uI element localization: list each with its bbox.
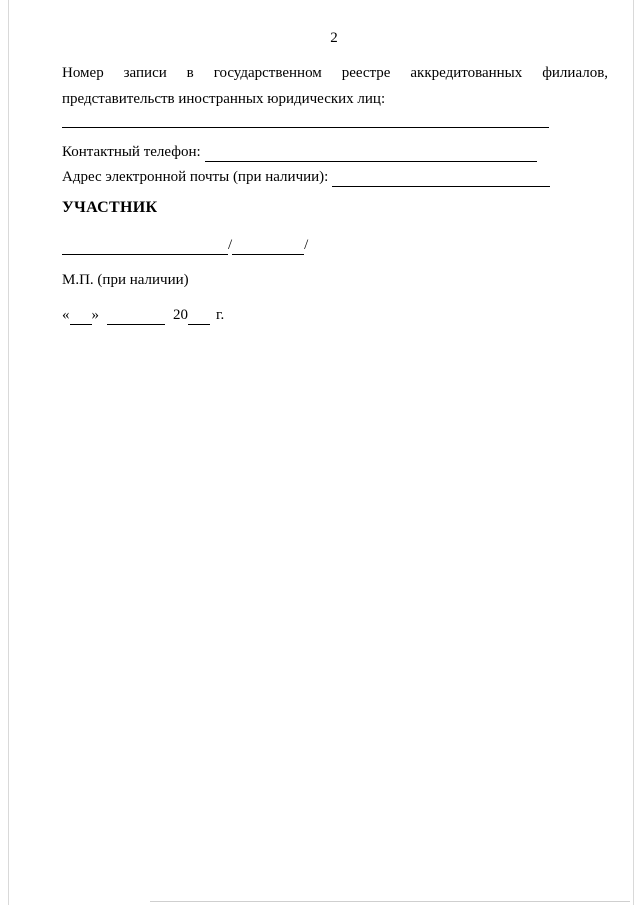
registry-word: филиалов, (542, 65, 609, 81)
phone-field (62, 142, 537, 162)
date-month-blank[interactable] (107, 308, 165, 325)
page-edge-left (8, 0, 9, 905)
email-field (62, 167, 550, 187)
page-edge-right (633, 0, 634, 905)
date-year-blank[interactable] (188, 308, 210, 325)
signature-blank[interactable] (62, 238, 228, 255)
signature-slash-1: / (228, 237, 233, 253)
stamp-label: М.П. (при наличии) (62, 272, 189, 288)
participant-heading: УЧАСТНИК (62, 199, 158, 216)
signature-name-blank[interactable] (232, 238, 304, 255)
signature-slash-2: / (304, 237, 309, 253)
email-label: Адрес электронной почты (при наличии): (62, 169, 329, 185)
registry-word: реестре (341, 65, 391, 81)
registry-line-1 (62, 63, 608, 83)
registry-word: Номер (62, 65, 104, 81)
registry-word: в (186, 65, 194, 81)
registry-word: аккредитованных (410, 65, 523, 81)
page-edge-bottom (150, 901, 630, 902)
registry-line-2: представительств иностранных юридических лиц: (62, 91, 386, 107)
phone-blank[interactable] (205, 145, 537, 162)
signature-block (62, 235, 308, 255)
registry-word: записи (123, 65, 167, 81)
page-number: 2 (330, 30, 338, 46)
date-close-quote: » (91, 307, 99, 323)
phone-label: Контактный телефон: (62, 144, 201, 160)
registry-number-blank[interactable] (62, 127, 549, 128)
email-blank[interactable] (332, 170, 550, 187)
date-block (62, 305, 224, 325)
date-year-suffix: г. (216, 307, 225, 323)
date-century: 20 (173, 307, 188, 323)
date-open-quote: « (62, 307, 70, 323)
registry-word: государственном (213, 65, 322, 81)
date-day-blank[interactable] (70, 308, 92, 325)
